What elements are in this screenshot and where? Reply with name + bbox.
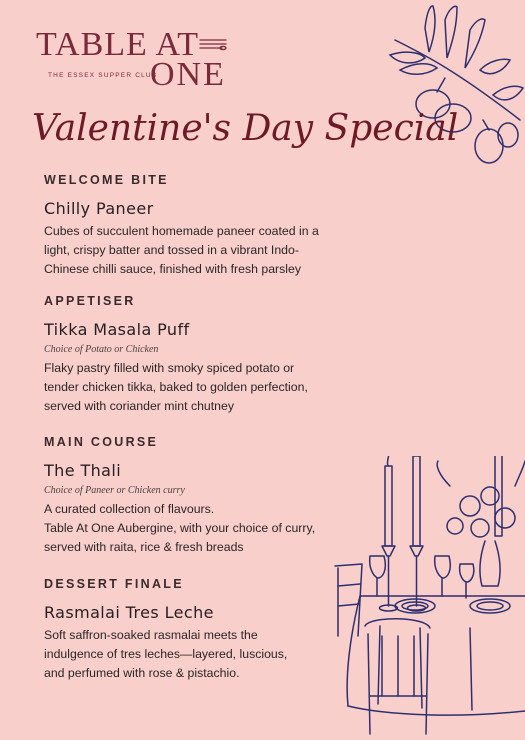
menu-section-appetiser <box>44 294 364 416</box>
dish-description: A curated collection of flavours. Table At One Aubergine, with your choice of curry, served with raita, rice & fresh breads <box>44 502 316 554</box>
logo-line-2: ONE <box>150 56 226 93</box>
section-heading: APPETISER <box>44 294 136 308</box>
menu-section-main <box>44 435 364 557</box>
menu-section-dessert <box>44 577 364 683</box>
logo-tagline: THE ESSEX SUPPER CLUB <box>48 72 158 79</box>
dish-choice: Choice of Potato or Chicken <box>44 344 159 355</box>
dish-name: Tikka Masala Puff <box>44 320 190 339</box>
cutlery-icon <box>198 36 228 52</box>
dish-description: Cubes of succulent homemade paneer coated in a light, crispy batter and tossed in a vibrant Indo- Chinese chilli sauce, finished with fresh parsley <box>44 224 319 276</box>
dish-name: Chilly Paneer <box>44 199 154 218</box>
brand-logo <box>36 26 236 104</box>
dish-name: The Thali <box>44 461 122 480</box>
logo-line-1: TABLE AT <box>36 26 199 63</box>
dish-name: Rasmalai Tres Leche <box>44 603 214 622</box>
page-title: Valentine's Day Special <box>32 108 459 149</box>
menu-section-welcome <box>44 173 364 279</box>
dish-choice: Choice of Paneer or Chicken curry <box>44 485 185 496</box>
dining-table-illustration <box>330 456 525 740</box>
section-heading: DESSERT FINALE <box>44 577 184 591</box>
section-heading: WELCOME BITE <box>44 173 169 187</box>
dish-description: Flaky pastry filled with smoky spiced potato or tender chicken tikka, baked to golden perfection, served with coriander mint chutney <box>44 361 308 413</box>
section-heading: MAIN COURSE <box>44 435 159 449</box>
dish-description: Soft saffron-soaked rasmalai meets the indulgence of tres leches—layered, luscious, and perfumed with rose & pistachio. <box>44 628 288 680</box>
